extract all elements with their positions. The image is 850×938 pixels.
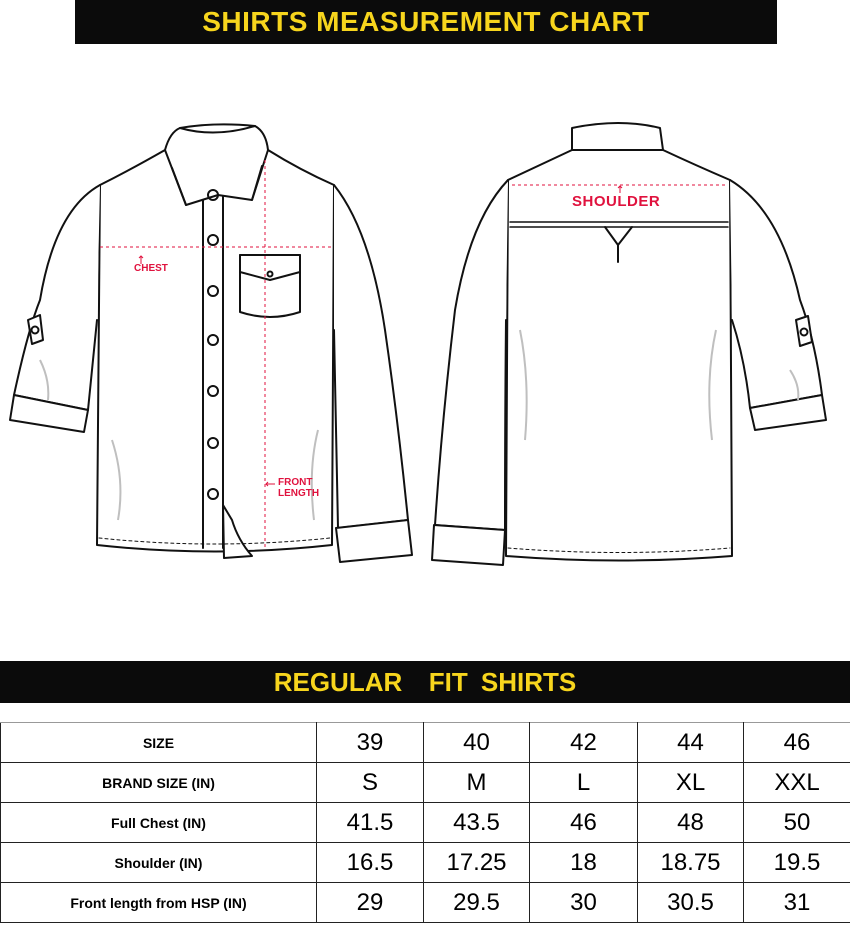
table-cell: 31 [744, 883, 850, 923]
front-length-label-line1: FRONT [278, 477, 313, 488]
chest-label: CHEST [134, 263, 168, 274]
row-label: Shoulder (IN) [1, 843, 317, 883]
table-row [1, 803, 850, 843]
table-cell: 18 [530, 843, 638, 883]
table-cell: L [530, 763, 638, 803]
front-length-label-line2: LENGTH [278, 487, 320, 499]
table-cell: 29.5 [424, 883, 530, 923]
table-row [1, 723, 850, 763]
table-cell: 50 [744, 803, 850, 843]
table-cell: 29 [317, 883, 424, 923]
size-table [0, 722, 850, 923]
table-cell: 46 [530, 803, 638, 843]
row-label: SIZE [1, 723, 317, 763]
table-cell: 48 [638, 803, 744, 843]
table-cell: XL [638, 763, 744, 803]
shirt-illustration [0, 44, 850, 644]
shoulder-label: SHOULDER [572, 193, 661, 210]
back-shirt-drawing [432, 123, 826, 565]
table-cell: 18.75 [638, 843, 744, 883]
front-shirt-drawing [10, 124, 412, 562]
front-length-label [278, 478, 319, 499]
table-cell: 46 [744, 723, 850, 763]
row-label: BRAND SIZE (IN) [1, 763, 317, 803]
table-cell: 30.5 [638, 883, 744, 923]
table-cell: 17.25 [424, 843, 530, 883]
table-cell: 43.5 [424, 803, 530, 843]
table-cell: 16.5 [317, 843, 424, 883]
table-row [1, 763, 850, 803]
row-label: Full Chest (IN) [1, 803, 317, 843]
table-cell: 41.5 [317, 803, 424, 843]
table-cell: 40 [424, 723, 530, 763]
chart-title: SHIRTS MEASUREMENT CHART [75, 0, 777, 44]
table-cell: 19.5 [744, 843, 850, 883]
table-cell: S [317, 763, 424, 803]
fit-banner: REGULAR FIT SHIRTS [0, 661, 850, 703]
table-cell: 42 [530, 723, 638, 763]
table-cell: 30 [530, 883, 638, 923]
table-cell: 39 [317, 723, 424, 763]
row-label: Front length from HSP (IN) [1, 883, 317, 923]
table-cell: 44 [638, 723, 744, 763]
table-cell: M [424, 763, 530, 803]
table-row [1, 883, 850, 923]
table-row [1, 843, 850, 883]
table-cell: XXL [744, 763, 850, 803]
